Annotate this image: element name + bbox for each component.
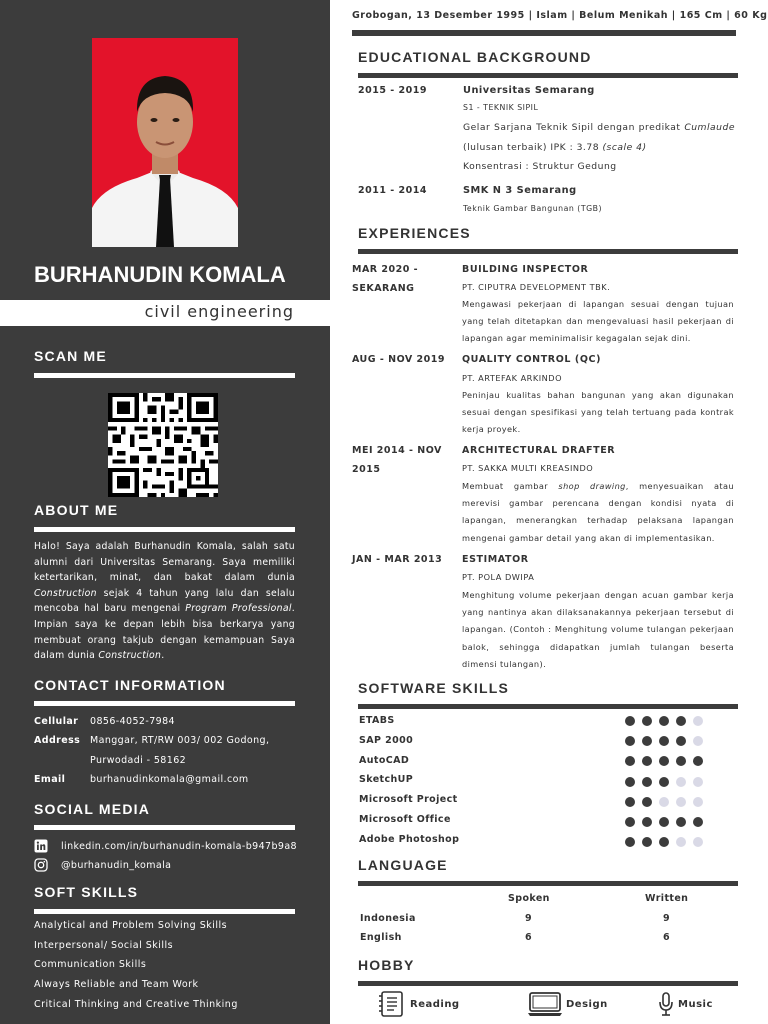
profile-photo: [92, 38, 238, 247]
experience-company: PT. CIPUTRA DEVELOPMENT TBK.: [462, 282, 611, 292]
rating-dot-empty: [676, 797, 686, 807]
sidebar: [0, 0, 330, 1024]
divider: [34, 527, 295, 532]
education-concentration: Konsentrasi : Struktur Gedung: [463, 161, 617, 172]
written-header: Written: [645, 893, 689, 904]
rating-dot-empty: [676, 837, 686, 847]
experience-date: MEI 2014 - NOV 2015: [352, 445, 442, 475]
address-value: Manggar, RT/RW 003/ 002 Godong, Purwodadi - 58162: [90, 735, 270, 766]
rating-dot-filled: [625, 736, 635, 746]
rating-dot-filled: [625, 716, 635, 726]
education-major: S1 - TEKNIK SIPIL: [463, 103, 539, 112]
rating-dot-filled: [642, 817, 652, 827]
software-name: Microsoft Office: [359, 814, 451, 825]
experience-title: BUILDING INSPECTOR: [462, 264, 589, 275]
education-years: 2015 - 2019: [358, 85, 427, 96]
hobby-label: Design: [566, 998, 608, 1010]
hobby-label: Reading: [410, 998, 460, 1010]
rating-dot-filled: [625, 797, 635, 807]
person-role: civil engineering: [144, 302, 294, 321]
linkedin-link[interactable]: linkedin.com/in/burhanudin-komala-b947b9a8: [61, 841, 298, 852]
rating-dot-filled: [693, 817, 703, 827]
rating-dot-filled: [693, 756, 703, 766]
rating-dot-empty: [693, 837, 703, 847]
language-name: English: [360, 932, 402, 943]
rating-dot-filled: [659, 777, 669, 787]
divider: [34, 909, 295, 914]
about-heading: ABOUT ME: [34, 502, 119, 518]
skill-rating: [625, 756, 703, 766]
written-score: 9: [663, 913, 670, 924]
divider: [358, 981, 738, 986]
education-school: SMK N 3 Semarang: [463, 185, 577, 196]
software-heading: SOFTWARE SKILLS: [358, 680, 509, 696]
divider: [34, 701, 295, 706]
cellular-label: Cellular: [34, 716, 79, 727]
software-name: SketchUP: [359, 774, 414, 785]
scan-me-heading: SCAN ME: [34, 348, 107, 364]
instagram-icon: [34, 858, 48, 872]
soft-skill-item: Interpersonal/ Social Skills: [34, 940, 174, 951]
hobby-music: [658, 990, 713, 1018]
skill-rating: [625, 797, 703, 807]
rating-dot-filled: [659, 756, 669, 766]
experience-description: Peninjau kualitas bahan bangunan yang akan digunakan sesuai dengan spesifikasi yang telah tertuang pada kontrak kerja proyek.: [462, 390, 734, 435]
language-name: Indonesia: [360, 913, 416, 924]
skill-rating: [625, 777, 703, 787]
experience-date: MAR 2020 - SEKARANG: [352, 264, 419, 294]
software-name: AutoCAD: [359, 755, 410, 766]
rating-dot-filled: [676, 756, 686, 766]
soft-skill-item: Analytical and Problem Solving Skills: [34, 920, 228, 931]
divider: [352, 30, 736, 36]
rating-dot-filled: [642, 756, 652, 766]
microphone-icon: [658, 991, 674, 1017]
rating-dot-filled: [659, 837, 669, 847]
monitor-icon: [528, 991, 562, 1017]
education-years: 2011 - 2014: [358, 185, 427, 196]
contact-heading: CONTACT INFORMATION: [34, 677, 226, 693]
written-score: 6: [663, 932, 670, 943]
experience-company: PT. POLA DWIPA: [462, 572, 535, 582]
experience-title: QUALITY CONTROL (QC): [462, 354, 602, 365]
personal-info-line: Grobogan, 13 Desember 1995 | Islam | Belum Menikah | 165 Cm | 60 Kg: [352, 10, 768, 21]
spoken-header: Spoken: [508, 893, 550, 904]
rating-dot-filled: [659, 817, 669, 827]
rating-dot-empty: [659, 797, 669, 807]
experience-company: PT. SAKKA MULTI KREASINDO: [462, 463, 594, 473]
experience-date: JAN - MAR 2013: [352, 554, 443, 565]
rating-dot-empty: [693, 736, 703, 746]
skill-rating: [625, 817, 703, 827]
software-name: Microsoft Project: [359, 794, 458, 805]
rating-dot-filled: [642, 777, 652, 787]
cellular-value[interactable]: 0856-4052-7984: [90, 716, 175, 727]
software-name: Adobe Photoshop: [359, 834, 460, 845]
about-text: Halo! Saya adalah Burhanudin Komala, salah satu alumni dari Universitas Semarang. Saya memiliki ketertarikan, minat, dan bakat dalam dunia Construction sejak 4 tahun yang lalu dan selalu mencoba hal baru mengenai Program Professional. Impian saya ke depan lebih bisa berkarya yang membuat orang takjub dengan kemampuan Saya dalam dunia Construction.: [34, 541, 295, 662]
experience-title: ARCHITECTURAL DRAFTER: [462, 445, 616, 456]
email-value[interactable]: burhanudinkomala@gmail.com: [90, 774, 249, 785]
notebook-icon: [378, 990, 406, 1018]
hobby-label: Music: [678, 998, 713, 1010]
education-heading: EDUCATIONAL BACKGROUND: [358, 49, 592, 65]
software-name: ETABS: [359, 715, 395, 726]
linkedin-icon: [34, 839, 48, 853]
rating-dot-filled: [642, 837, 652, 847]
email-label: Email: [34, 774, 66, 785]
language-heading: LANGUAGE: [358, 857, 448, 873]
spoken-score: 9: [525, 913, 532, 924]
rating-dot-filled: [659, 736, 669, 746]
experience-title: ESTIMATOR: [462, 554, 529, 565]
skill-rating: [625, 736, 703, 746]
divider: [358, 704, 738, 709]
rating-dot-filled: [676, 736, 686, 746]
software-name: SAP 2000: [359, 735, 414, 746]
person-name: BURHANUDIN KOMALA: [34, 262, 286, 287]
qr-code[interactable]: [108, 393, 218, 497]
experience-description: Menghitung volume pekerjaan dengan acuan gambar kerja yang nantinya akan dilaksanakannya pekerjaan tersebut di lapangan. (Contoh : Menghitung volume tulangan pekerjaan balok, sehingga didapatkan jumlah tulangan beserta dimensi tulangan).: [462, 590, 734, 669]
divider: [34, 373, 295, 378]
rating-dot-empty: [676, 777, 686, 787]
rating-dot-filled: [642, 736, 652, 746]
rating-dot-filled: [642, 716, 652, 726]
divider: [358, 881, 738, 886]
soft-skill-item: Communication Skills: [34, 959, 147, 970]
divider: [358, 249, 738, 254]
experience-date: AUG - NOV 2019: [352, 354, 446, 365]
rating-dot-empty: [693, 797, 703, 807]
soft-skill-item: Always Reliable and Team Work: [34, 979, 199, 990]
address-label: Address: [34, 735, 81, 746]
instagram-link[interactable]: @burhanudin_komala: [61, 860, 172, 871]
hobby-heading: HOBBY: [358, 957, 415, 973]
hobby-design: [528, 990, 608, 1018]
social-heading: SOCIAL MEDIA: [34, 801, 151, 817]
rating-dot-filled: [625, 837, 635, 847]
rating-dot-filled: [642, 797, 652, 807]
rating-dot-filled: [625, 777, 635, 787]
experience-description: Membuat gambar shop drawing, menyesuaikan atau merevisi gambar perencana dengan kondisi nyata di lapangan, menerangkan terhadap pelaksana lapangan mengenai gambar detail yang akan di implementasikan.: [462, 481, 734, 543]
rating-dot-filled: [625, 756, 635, 766]
rating-dot-empty: [693, 777, 703, 787]
rating-dot-empty: [693, 716, 703, 726]
divider: [358, 73, 738, 78]
education-school: Universitas Semarang: [463, 85, 595, 96]
soft-skill-item: Critical Thinking and Creative Thinking: [34, 999, 238, 1010]
skill-rating: [625, 837, 703, 847]
soft-skills-heading: SOFT SKILLS: [34, 884, 139, 900]
hobby-reading: [378, 990, 460, 1018]
spoken-score: 6: [525, 932, 532, 943]
divider: [34, 825, 295, 830]
education-major: Teknik Gambar Bangunan (TGB): [463, 204, 603, 213]
experiences-heading: EXPERIENCES: [358, 225, 471, 241]
rating-dot-filled: [676, 716, 686, 726]
rating-dot-filled: [625, 817, 635, 827]
rating-dot-filled: [659, 716, 669, 726]
rating-dot-filled: [676, 817, 686, 827]
skill-rating: [625, 716, 703, 726]
education-description: Gelar Sarjana Teknik Sipil dengan predikat Cumlaude (lulusan terbaik) IPK : 3.78 (scale 4): [463, 122, 735, 153]
experience-description: Mengawasi pekerjaan di lapangan sesuai dengan tujuan yang telah ditetapkan dan mengevaluasi hasil pekerjaan di lapangan agar meminimalisir kegagalan sejak dini.: [462, 299, 734, 344]
role-band: [0, 300, 330, 326]
experience-company: PT. ARTEFAK ARKINDO: [462, 373, 563, 383]
